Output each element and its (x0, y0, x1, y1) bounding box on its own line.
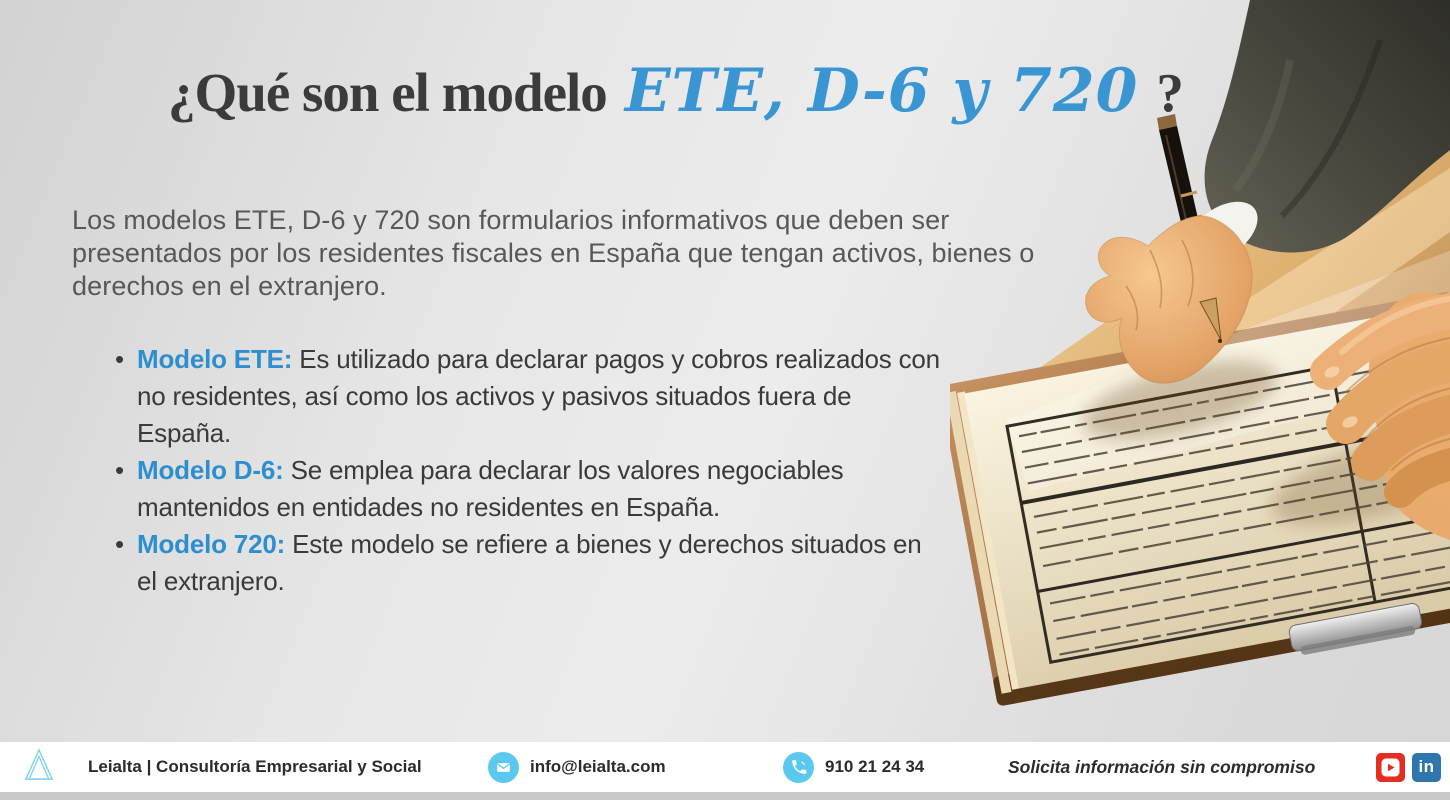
bullet-text: Este modelo se refiere a bienes y derechos situados en el extranjero. (137, 529, 922, 596)
leialta-triangle-logo (24, 748, 54, 787)
youtube-icon[interactable] (1376, 753, 1405, 782)
bottom-strip (0, 792, 1450, 800)
footer-bar (0, 742, 1450, 792)
bullet-list (113, 341, 943, 600)
title-prefix: ¿Qué son el modelo (168, 62, 607, 123)
page-title (168, 56, 1183, 126)
social-links (1376, 742, 1441, 792)
list-item (113, 526, 943, 600)
list-item (113, 341, 943, 452)
bullet-label: Modelo D-6: (137, 455, 284, 485)
bullet-label: Modelo 720: (137, 529, 286, 559)
email-group (488, 742, 666, 792)
bullet-label: Modelo ETE: (137, 344, 293, 374)
bullet-text: Se emplea para declarar los valores negociables mantenidos en entidades no residentes en España. (137, 455, 844, 522)
phone-icon (783, 752, 814, 783)
envelope-icon (488, 752, 519, 783)
linkedin-icon[interactable]: in (1412, 753, 1441, 782)
brand-group (24, 742, 422, 792)
title-question-mark: ? (1156, 62, 1183, 123)
bullet-text: Es utilizado para declarar pagos y cobros realizados con no residentes, así como los activos y pasivos situados fuera de España. (137, 344, 940, 448)
email-text: info@leialta.com (530, 757, 666, 776)
brand-text: Leialta | Consultoría Empresarial y Social (88, 757, 422, 776)
phone-text: 910 21 24 34 (825, 757, 925, 776)
cta-text: Solicita información sin compromiso (1008, 756, 1316, 777)
list-item (113, 452, 943, 526)
phone-group (783, 742, 924, 792)
intro-paragraph: Los modelos ETE, D-6 y 720 son formularios informativos que deben ser presentados por los residentes fiscales en España que tengan activos, bienes o derechos en el extranjero. (72, 205, 1035, 301)
title-highlight: ETE, D-6 y 720 (624, 56, 1139, 126)
